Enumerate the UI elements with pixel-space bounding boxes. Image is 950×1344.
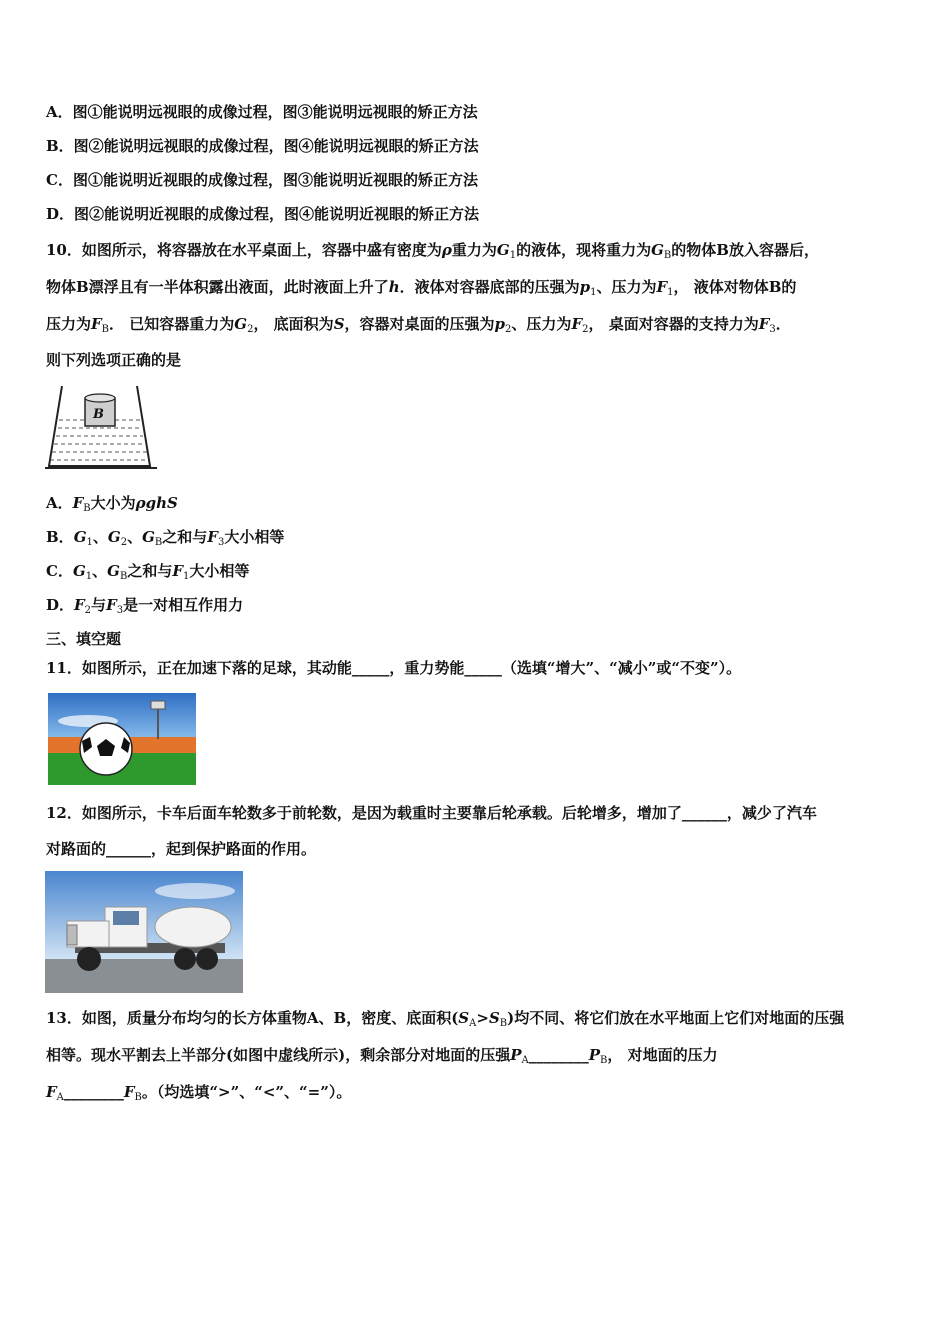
q10-option-a: A．$F_B$大小为ρghS — [46, 494, 178, 514]
cloud — [155, 883, 235, 899]
q10-option-b: B．$G_1$、$G_2$、$G_B$之和与$F_3$大小相等 — [46, 528, 285, 548]
q9-option-c: C．图①能说明近视眼的成像过程，图③能说明近视眼的矫正方法 — [46, 171, 478, 189]
truck-photo — [45, 871, 243, 993]
truck-grille — [67, 925, 77, 945]
front-wheel — [77, 947, 101, 971]
q10-line-4: 则下列选项正确的是 — [46, 351, 182, 369]
object-b-top — [85, 394, 115, 402]
q9-option-a: A．图①能说明远视眼的成像过程，图③能说明远视眼的矫正方法 — [46, 103, 478, 121]
q12-line-2: 对路面的______，起到保护路面的作用。 — [46, 840, 317, 858]
q9-option-b: B．图②能说明远视眼的成像过程，图④能说明远视眼的矫正方法 — [46, 137, 479, 155]
q13-line-2: 相等。现水平割去上半部分(如图中虚线所示)，剩余部分对地面的压强$P_A\_\_\_\_\_\_\_\_P_B$， 对地面的压力 — [46, 1046, 718, 1066]
rear-wheel-2 — [196, 948, 218, 970]
rear-wheel-1 — [174, 948, 196, 970]
object-b-label: B — [93, 407, 104, 422]
q9-option-d: D．图②能说明近视眼的成像过程，图④能说明近视眼的矫正方法 — [46, 205, 480, 223]
q10-line-3: 压力为$F_B$． 已知容器重力为$G_2$， 底面积为S，容器对桌面的压强为$p_2$、压力为$F_2$， 桌面对容器的支持力为$F_3$． — [46, 315, 791, 335]
q10-line-1: 10．如图所示，将容器放在水平桌面上，容器中盛有密度为ρ重力为$G_1$的液体，现将重力为$G_B$的物体B放入容器后， — [46, 241, 819, 261]
container-figure — [45, 382, 157, 472]
q10-option-d: D．$F_2$与$F_3$是一对相互作用力 — [46, 596, 244, 616]
q10-line-2: 物体B漂浮且有一半体积露出液面，此时液面上升了h．液体对容器底部的压强为$p_1$、压力为$F_1$， 液体对物体B的 — [46, 278, 797, 298]
q13-line-1: 13．如图，质量分布均匀的长方体重物A、B，密度、底面积$(S_A>S_B)$均不同、将它们放在水平地面上它们对地面的压强 — [46, 1009, 845, 1029]
q11-text: 11．如图所示，正在加速下落的足球，其动能_____，重力势能_____（选填“增大”、“减小”或“不变”）。 — [46, 659, 742, 677]
q13-line-3: $F_A\_\_\_\_\_\_\_\_F_B$。（均选填“>”、“<”、“=”）。 — [46, 1083, 352, 1103]
q12-line-1: 12．如图所示，卡车后面车轮数多于前轮数，是因为载重时主要靠后轮承载。后轮增多，增加了______，减少了汽车 — [46, 804, 817, 822]
floodlight — [151, 701, 165, 709]
q10-option-c: C．$G_1$、$G_B$之和与$F_1$大小相等 — [46, 562, 250, 582]
section-heading: 三、填空题 — [46, 630, 122, 648]
mixer-drum — [155, 907, 231, 947]
football-photo — [48, 693, 196, 785]
truck-window — [113, 911, 139, 925]
